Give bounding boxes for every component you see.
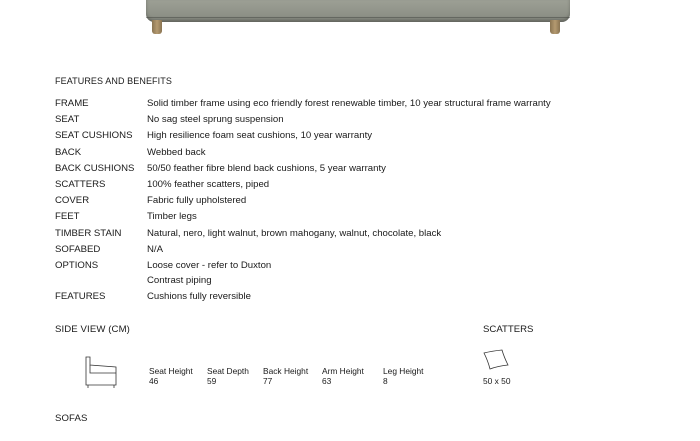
dimension-value: 77: [263, 376, 273, 386]
feature-label: OPTIONS: [55, 260, 99, 271]
feature-label: SCATTERS: [55, 179, 106, 190]
feature-value: Natural, nero, light walnut, brown mahogany, walnut, chocolate, black: [147, 228, 442, 239]
sofa-leg-left: [152, 20, 162, 34]
feature-label: TIMBER STAIN: [55, 228, 122, 239]
feature-label: SEAT: [55, 114, 80, 125]
feature-value: Loose cover - refer to Duxton: [147, 260, 272, 271]
dimension-value: 46: [149, 376, 159, 386]
feature-value: High resilience foam seat cushions, 10 year warranty: [147, 130, 373, 141]
feature-label: SOFABED: [55, 244, 101, 255]
scatter-cushion-icon: [482, 349, 510, 371]
sofas-title: SOFAS: [55, 413, 88, 424]
feature-value: Webbed back: [147, 147, 206, 158]
dimension-value: 8: [383, 376, 388, 386]
dimension-seat-depth: [207, 366, 249, 386]
features-title: FEATURES AND BENEFITS: [55, 76, 172, 86]
feature-value: 50/50 feather fibre blend back cushions, 5 year warranty: [147, 163, 386, 174]
dimension-back-height: [263, 366, 308, 386]
dimension-arm-height: [322, 366, 364, 386]
feature-label: BACK: [55, 147, 82, 158]
feature-value: N/A: [147, 244, 163, 255]
feature-value: Cushions fully reversible: [147, 291, 251, 302]
feature-value: Timber legs: [147, 211, 197, 222]
dimension-value: 63: [322, 376, 332, 386]
feature-value: No sag steel sprung suspension: [147, 114, 284, 125]
feature-value: 100% feather scatters, piped: [147, 179, 270, 190]
feature-label: FEATURES: [55, 291, 106, 302]
feature-label: BACK CUSHIONS: [55, 163, 135, 174]
scatters-title: SCATTERS: [483, 324, 534, 335]
feature-value: Solid timber frame using eco friendly forest renewable timber, 10 year structural frame warranty: [147, 98, 551, 109]
feature-label: COVER: [55, 195, 90, 206]
dimension-label: Seat Depth: [207, 366, 249, 376]
dimension-label: Back Height: [263, 366, 309, 376]
sofa-leg-right: [550, 20, 560, 34]
feature-label: SEAT CUSHIONS: [55, 130, 133, 141]
sofa-side-view-icon: [82, 355, 120, 391]
sofa-fabric-base: [146, 0, 570, 22]
feature-label: FEET: [55, 211, 80, 222]
side-view-title: SIDE VIEW (CM): [55, 324, 130, 335]
dimension-label: Arm Height: [322, 366, 364, 376]
feature-value: Contrast piping: [147, 275, 212, 286]
dimension-seat-height: [149, 366, 193, 386]
dimension-label: Seat Height: [149, 366, 193, 376]
sofa-image: [140, 0, 580, 40]
dimension-leg-height: [383, 366, 424, 386]
dimension-label: Leg Height: [383, 366, 424, 376]
scatter-size: 50 x 50: [483, 376, 511, 386]
feature-value: Fabric fully upholstered: [147, 195, 247, 206]
feature-label: FRAME: [55, 98, 89, 109]
dimension-value: 59: [207, 376, 217, 386]
